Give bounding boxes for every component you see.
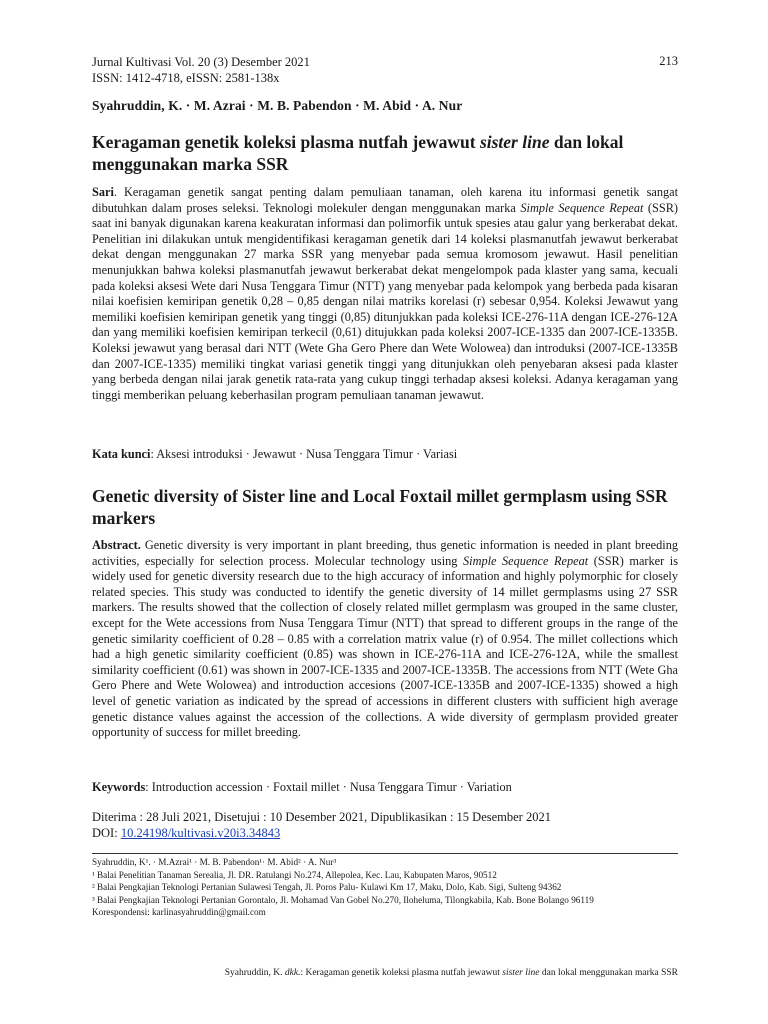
kata-kunci-text: : Aksesi introduksi · Jewawut · Nusa Tenggara Timur · Variasi (150, 447, 458, 461)
footer-italic-2: sister line (502, 968, 540, 978)
footer-text-3: dan lokal menggunakan marka SSR (539, 968, 678, 978)
journal-info: Jurnal Kultivasi Vol. 20 (3) Desember 2021 (92, 55, 310, 69)
doi-link[interactable]: 10.24198/kultivasi.v20i3.34843 (120, 826, 281, 840)
doi-line (92, 825, 551, 841)
sari-text-2: (SSR) saat ini banyak digunakan karena keakuratan informasi dan polimorfik untuk spesies atau galur yang berkerabat dekat. Penelitian ini dilakukan untuk mengidentifikasi keragaman genetik dari 14 koleksi plasmanutfah jewawut berkerabat dekat dengan menggunakan 27 marka SSR yang menyebar pada semua kromosom jewawut. Hasil penelitian menunjukkan bahwa koleksi plasmanutfah jewawut berkerabat dekat mengelompok pada klaster yang sama, kecuali pada koleksi aksesi Wete dari Nusa Tenggara Timur (NTT) yang menyebar pada kelompok yang berbeda pada kisaran nilai koefisien kemiripan genetik 0,28 – 0,85 dengan nilai matriks korelasi (r) sebesar 0,954. Koleksi Jewawut yang memiliki koefisien kemiripan genetik yang tinggi (0,85) ditunjukkan pada koleksi ICE-276-11A dengan ICE-276-12A dan yang memiliki koefisien kemiripan terkecil (0,61) ditujukkan pada koleksi 2007-ICE-1335 dan 2007-ICE-1335B. Koleksi jewawut yang berasal dari NTT (Wete Gha Gero Phere dan Wete Wolowea) dan introduksi (2007-ICE-1335B dan 2007-ICE-1335) memiliki tingkat variasi genetik tinggi yang ditunjukkan oleh penyebaran aksesi pada klaster yang berbeda dengan nilai jarak genetik rata-rata yang cukup tinggi terhadap aksesi koleksi. Adanya keragaman yang tinggi memberikan peluang keberhasilan program pemuliaan tanaman jewawut. (92, 200, 678, 402)
title-id-part1: Keragaman genetik koleksi plasma nutfah jewawut (92, 132, 480, 152)
abstract-text-1: Genetic diversity is very important in plant breeding, thus genetic information is needed in plant breeding activities, especially for selection process. Molecular technology using (92, 538, 678, 568)
title-id-part2: dan lokal menggunakan marka SSR (92, 132, 624, 174)
abstract-label: Abstract. (92, 538, 141, 552)
footer-text-2: : Keragaman genetik koleksi plasma nutfah jewawut (300, 968, 503, 978)
footnote-divider (92, 853, 678, 854)
running-header (92, 54, 310, 86)
affiliations (92, 856, 692, 919)
received-dates: Diterima : 28 Juli 2021, Disetujui : 10 Desember 2021, Dipublikasikan : 15 Desember 2021 (92, 810, 551, 824)
footer-text-1: Syahruddin, K. (224, 968, 285, 978)
sari-abstract (92, 185, 678, 403)
affiliation-3: ³ Balai Pengkajian Teknologi Pertanian Gorontalo, Jl. Mohamad Van Gobel No.270, Iloheluma, Tilongkabila, Kab. Bone Bolango 96119 (92, 894, 594, 905)
affiliation-2: ² Balai Pengkajian Teknologi Pertanian Sulawesi Tengah, Jl. Poros Palu- Kulawi Km 17, Maku, Dolo, Kab. Sigi, Sulteng 94362 (92, 882, 562, 893)
english-abstract (92, 538, 678, 741)
keywords-text: : Introduction accession · Foxtail millet · Nusa Tenggara Timur · Variation (145, 780, 512, 794)
affiliation-authors: Syahruddin, K¹. · M.Azrai¹ · M. B. Pabendon¹· M. Abid² · A. Nur³ (92, 857, 337, 867)
publication-dates (92, 809, 551, 841)
author-list: Syahruddin, K. · M. Azrai · M. B. Pabendon · M. Abid · A. Nur (92, 98, 463, 113)
issn-info: ISSN: 1412-4718, eISSN: 2581-138x (92, 71, 280, 85)
running-footer (225, 968, 678, 978)
keywords (92, 779, 678, 795)
doi-label: DOI: (92, 826, 121, 840)
kata-kunci-label: Kata kunci (92, 447, 151, 461)
keywords-label: Keywords (92, 780, 146, 794)
page-number: 213 (659, 54, 678, 68)
article-title-en: Genetic diversity of Sister line and Local Foxtail millet germplasm using SSR markers (92, 486, 668, 528)
correspondence-email: Korespondensi: karlinasyahruddin@gmail.com (92, 907, 266, 918)
title-id-italic: sister line (479, 132, 550, 152)
kata-kunci (92, 446, 678, 462)
affiliation-1: ¹ Balai Penelitian Tanaman Serealia, Jl. DR. Ratulangi No.274, Allepolea, Kec. Lau, Kabupaten Maros, 90512 (92, 869, 497, 880)
sari-italic: Simple Sequence Repeat (520, 200, 644, 215)
abstract-italic: Simple Sequence Repeat (463, 553, 589, 568)
abstract-text-2: (SSR) marker is widely used for genetic diversity research due to the high accuracy of information and highly polymorphic for closely related species. This study was conducted to identify the genetic diversity of 14 millet germplasms using 27 SSR markers. The results showed that the collection of closely related millet germplasm was grouped in the same cluster, except for the Wete accessions from Nusa Tenggara Timur (NTT) that spread to different groups in the range of the genetic similarity coefficient of 0.28 – 0.85 with a correlation matrix value (r) of 0.954. The millet collections which had a high genetic similarity coefficient (0.85) was shown in ICE-276-11A and ICE-276-12A, while the smallest similarity coefficient (0.61) was shown in 2007-ICE-1335 and 2007-ICE-1335B. The accessions from NTT (Wete Gha Gero Phere and Wete Wolowea) and introduction accesions (2007-ICE-1335B and 2007-ICE-1335) showed a high level of genetic variation as indicated by the spread of accessions in different clusters with sufficient high average genetic distance values against the accession of the collections. A wide diversity of germplasm provided greater opportunity of success for millet breeding. (92, 553, 678, 740)
footer-italic-1: dkk. (284, 968, 301, 978)
sari-text-1: . Keragaman genetik sangat penting dalam pemuliaan tanaman, oleh karena itu informasi genetik sangat dibutuhkan dalam proses seleksi. Teknologi molekuler dengan menggunakan marka (92, 185, 678, 215)
sari-label: Sari (92, 185, 114, 199)
article-title-id (92, 131, 678, 175)
